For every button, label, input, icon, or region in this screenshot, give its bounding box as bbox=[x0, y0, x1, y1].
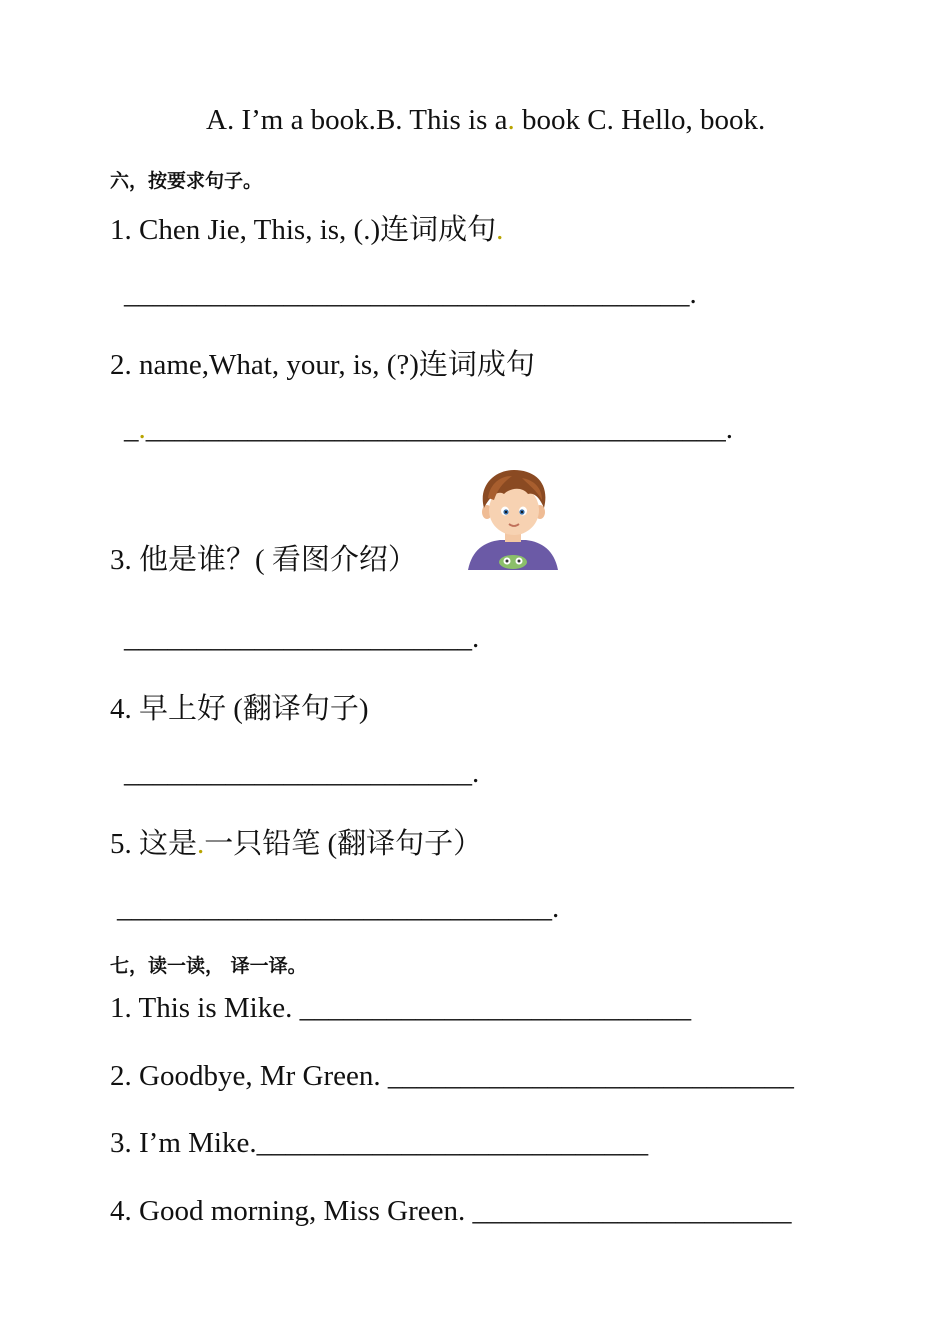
question-3-text: 3. 他是谁？( 看图介绍） bbox=[110, 544, 417, 576]
option-c: C. Hello, book. bbox=[580, 104, 766, 136]
section-7-heading: 七，读一读， 译一译。 bbox=[110, 955, 307, 977]
options-line bbox=[206, 104, 765, 137]
question-1 bbox=[110, 207, 503, 248]
highlight-dot: . bbox=[138, 413, 146, 445]
translate-item-blank[interactable]: ___________________________ bbox=[256, 1127, 649, 1159]
boy-illustration bbox=[464, 468, 562, 570]
translate-item-1 bbox=[110, 992, 691, 1025]
highlight-dot: . bbox=[197, 828, 205, 860]
highlight-dot: . bbox=[507, 104, 515, 136]
translate-item-blank[interactable]: ___________________________ bbox=[299, 992, 692, 1024]
option-a: A. I’m a book. bbox=[206, 104, 376, 136]
question-2-text: 2. name,What, your, is, (?)连词成句 bbox=[110, 349, 535, 381]
question-5 bbox=[110, 821, 482, 862]
translate-item-3 bbox=[110, 1127, 648, 1160]
translate-item-text: 4. Good morning, Miss Green. bbox=[110, 1195, 473, 1227]
translate-item-4 bbox=[110, 1195, 791, 1228]
question-5-answer-blank[interactable]: ______________________________. bbox=[117, 892, 560, 924]
question-4-answer-blank[interactable]: ________________________. bbox=[124, 757, 480, 789]
option-b-end: book bbox=[514, 104, 581, 136]
answer-lead: _ bbox=[124, 413, 139, 445]
translate-item-2 bbox=[110, 1060, 794, 1093]
question-4-text: 4. 早上好 (翻译句子) bbox=[110, 693, 369, 725]
translate-item-blank[interactable]: ____________________________ bbox=[387, 1060, 794, 1092]
question-5-text-end: 一只铅笔 (翻译句子） bbox=[204, 828, 483, 860]
question-5-text-start: 5. 这是 bbox=[110, 828, 198, 860]
question-3-answer-blank[interactable]: ________________________. bbox=[124, 622, 480, 654]
translate-item-blank[interactable]: ______________________ bbox=[472, 1195, 792, 1227]
highlight-dot: . bbox=[496, 214, 504, 246]
option-b bbox=[376, 104, 580, 136]
question-2-answer-blank[interactable] bbox=[124, 413, 733, 446]
translate-item-text: 1. This is Mike. bbox=[110, 992, 300, 1024]
question-1-answer-blank[interactable]: _______________________________________. bbox=[124, 278, 697, 310]
answer-line: ________________________________________. bbox=[145, 413, 733, 445]
option-b-start: B. This is a bbox=[375, 104, 508, 136]
translate-item-text: 2. Goodbye, Mr Green. bbox=[110, 1060, 388, 1092]
question-1-text: 1. Chen Jie, This, is, (.)连词成句 bbox=[110, 214, 497, 246]
translate-item-text: 3. I’m Mike. bbox=[110, 1127, 257, 1159]
section-6-heading: 六，按要求句子。 bbox=[110, 170, 263, 192]
